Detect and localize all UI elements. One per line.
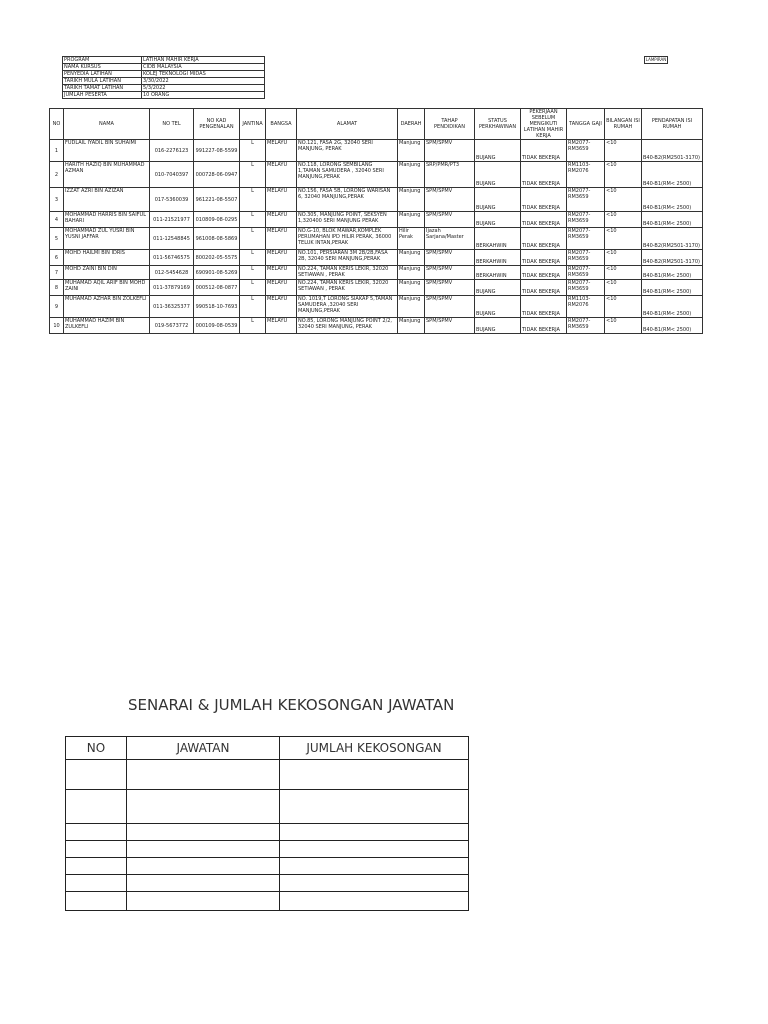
table-cell: SRP/PMR/PT3 [425, 162, 475, 188]
table-cell: L [240, 162, 266, 188]
table-cell: <10 [605, 280, 642, 296]
table-cell: MOHD HAILMI BIN IDRIS [64, 250, 150, 266]
table-cell: 011-21521977 [150, 212, 194, 228]
table-cell: TIDAK BEKERJA [521, 266, 567, 280]
table-cell: IZZAT AZRI BIN AZIZAN [64, 188, 150, 212]
table-cell: SPM/SPMV [425, 212, 475, 228]
info-row [63, 71, 265, 78]
table-cell: B40-B1(RM< 2500) [642, 266, 703, 280]
info-label: TARIKH MULA LATIHAN [63, 78, 142, 85]
table-cell: MELAYU [266, 266, 297, 280]
table-cell: MUHAMAD AQIL ARIF BIN MOHD ZAINI [64, 280, 150, 296]
table-cell: Manjung [398, 212, 425, 228]
info-row [63, 85, 265, 92]
table-cell: SPM/SPMV [425, 266, 475, 280]
table-cell: L [240, 250, 266, 266]
table-cell: NO. 1019,T LORONG SIAKAP 5,TAMAN SAMUDERA ,32040 SERI MANJUNG,PERAK [297, 296, 398, 318]
table-cell: MELAYU [266, 212, 297, 228]
table-row [50, 162, 703, 188]
table-cell: NO.121, FASA 2G, 32040 SERI MANJUNG, PERAK [297, 140, 398, 162]
table-cell: 017-5360039 [150, 188, 194, 212]
vacancy-cell [66, 858, 127, 875]
table-cell: MELAYU [266, 188, 297, 212]
table-cell: 1 [50, 140, 64, 162]
table-cell: NO.156, FASA 5B, LORONG WARISAN 6, 32040 MANJUNG,PERAK [297, 188, 398, 212]
info-value: KOLEJ TEKNOLOGI MIDAS [142, 71, 265, 78]
table-cell: 016-2276123 [150, 140, 194, 162]
table-cell: 5 [50, 228, 64, 250]
table-cell: <10 [605, 140, 642, 162]
info-value: LATIHAN MAHIR KERJA [142, 57, 265, 64]
table-cell: <10 [605, 162, 642, 188]
table-cell: MELAYU [266, 318, 297, 334]
table-cell: TIDAK BEKERJA [521, 280, 567, 296]
table-cell: HARITH HAZIQ BIN MUHAMMAD AZMAN [64, 162, 150, 188]
table-cell: NO.118, LORONG SEMBILANG 1,TAMAN SAMUDERA , 32040 SERI MANJUNG,PERAK [297, 162, 398, 188]
participants-header-row [50, 109, 703, 140]
table-cell: BUJANG [475, 318, 521, 334]
table-cell: 4 [50, 212, 64, 228]
vacancy-cell [280, 875, 469, 892]
table-cell: SPM/SPMV [425, 296, 475, 318]
table-cell: RM2077-RM3659 [567, 280, 605, 296]
table-cell: BUJANG [475, 140, 521, 162]
table-cell: <10 [605, 188, 642, 212]
table-cell: SPM/SPMV [425, 280, 475, 296]
table-row [50, 140, 703, 162]
table-cell: 690901-08-5269 [194, 266, 240, 280]
vacancy-cell [127, 841, 280, 858]
table-cell: B40-B2(RM2501-3170) [642, 140, 703, 162]
info-label: PROGRAM [63, 57, 142, 64]
table-cell: Manjung [398, 188, 425, 212]
table-cell: SPM/SPMV [425, 140, 475, 162]
table-cell: Manjung [398, 280, 425, 296]
table-cell: RM2077-RM3659 [567, 140, 605, 162]
table-cell: B40-B2(RM2501-3170) [642, 228, 703, 250]
table-cell: <10 [605, 212, 642, 228]
table-cell: 6 [50, 250, 64, 266]
vacancy-cell [280, 790, 469, 824]
vacancy-cell [66, 892, 127, 911]
table-cell: RM2077-RM3659 [567, 212, 605, 228]
table-cell: RM2077-RM3659 [567, 318, 605, 334]
table-cell: 012-5454628 [150, 266, 194, 280]
vacancy-cell [280, 858, 469, 875]
table-row [50, 296, 703, 318]
table-cell: BUJANG [475, 296, 521, 318]
table-cell: RM2077-RM3659 [567, 266, 605, 280]
table-cell: SPM/SPMV [425, 250, 475, 266]
column-header: BANGSA [266, 109, 297, 140]
vacancy-cell [127, 824, 280, 841]
table-cell: B40-B1(RM< 2500) [642, 212, 703, 228]
table-cell: L [240, 228, 266, 250]
table-cell: B40-B1(RM< 2500) [642, 280, 703, 296]
table-cell: 9 [50, 296, 64, 318]
table-cell: NO.101, PERSIARAN 3M 2B/2B,FASA 2B, 32040 SERI MANJUNG,PERAK [297, 250, 398, 266]
program-info-table [62, 56, 265, 99]
column-header: NO TEL [150, 109, 194, 140]
table-cell: RM1103-RM2076 [567, 296, 605, 318]
table-cell: NO.85, LORONG MANJUNG POINT 2/2, 32040 SERI MANJUNG, PERAK [297, 318, 398, 334]
table-cell: MOHAMMAD HARRIS BIN SAIFUL BAHARI [64, 212, 150, 228]
vacancy-cell [280, 824, 469, 841]
table-row [50, 266, 703, 280]
column-header: NO KAD PENGENALAN [194, 109, 240, 140]
table-cell: FUDLAIL IYADIL BIN SUHAIMI [64, 140, 150, 162]
table-row [50, 250, 703, 266]
table-cell: 011-12548845 [150, 228, 194, 250]
vacancy-cell [66, 841, 127, 858]
table-cell: B40-B1(RM< 2500) [642, 318, 703, 334]
info-label: TARIKH TAMAT LATIHAN [63, 85, 142, 92]
column-header: JANTINA [240, 109, 266, 140]
column-header: TAHAP PENDIDIKAN [425, 109, 475, 140]
table-cell: 10 [50, 318, 64, 334]
table-cell: MELAYU [266, 162, 297, 188]
table-cell: L [240, 280, 266, 296]
table-cell: B40-B1(RM< 2500) [642, 188, 703, 212]
column-header: NO [50, 109, 64, 140]
table-cell: MELAYU [266, 296, 297, 318]
vacancy-title: SENARAI & JUMLAH KEKOSONGAN JAWATAN [128, 696, 455, 714]
table-cell: <10 [605, 296, 642, 318]
table-cell: TIDAK BEKERJA [521, 318, 567, 334]
vacancy-cell [66, 760, 127, 790]
column-header: PEKERJAAN SEBELUM MENGIKUTI LATIHAN MAHIR KERJA [521, 109, 567, 140]
table-cell: Manjung [398, 266, 425, 280]
table-cell: <10 [605, 250, 642, 266]
table-cell: TIDAK BEKERJA [521, 212, 567, 228]
vacancy-header-row [66, 737, 469, 760]
info-row [63, 78, 265, 85]
table-cell: MUHAMMAD HAZIM BIN ZULKEFLI [64, 318, 150, 334]
table-cell: Manjung [398, 162, 425, 188]
vacancy-row [66, 841, 469, 858]
table-cell: MELAYU [266, 280, 297, 296]
info-label: JUMLAH PESERTA [63, 92, 142, 99]
table-cell: MELAYU [266, 228, 297, 250]
table-cell: Manjung [398, 318, 425, 334]
info-value: 10 ORANG [142, 92, 265, 99]
vacancy-cell [280, 760, 469, 790]
table-cell: <10 [605, 318, 642, 334]
vacancy-cell [66, 875, 127, 892]
table-cell: 961221-08-5507 [194, 188, 240, 212]
vacancy-row [66, 790, 469, 824]
table-cell: L [240, 188, 266, 212]
table-cell: NO.G-10, BLOK MAWAR,KOMPLEK PERUMAHAN IPD HILIR PERAK, 36000 TELUK INTAN,PERAK [297, 228, 398, 250]
table-cell: SPM/SPMV [425, 318, 475, 334]
vacancy-cell [127, 875, 280, 892]
table-row [50, 228, 703, 250]
table-cell: 800202-05-5575 [194, 250, 240, 266]
table-cell: 010809-08-0295 [194, 212, 240, 228]
vacancy-cell [127, 790, 280, 824]
vacancy-row [66, 858, 469, 875]
table-cell: 019-5673772 [150, 318, 194, 334]
vacancy-row [66, 824, 469, 841]
column-header: NAMA [64, 109, 150, 140]
table-cell: 990518-10-7693 [194, 296, 240, 318]
table-cell: 011-56746575 [150, 250, 194, 266]
table-cell: 000512-08-0877 [194, 280, 240, 296]
info-label: NAMA KURSUS [63, 64, 142, 71]
table-cell: 7 [50, 266, 64, 280]
table-cell: RM2077-RM3659 [567, 228, 605, 250]
table-cell: Ijazah Sarjana/Master [425, 228, 475, 250]
table-cell: RM2077-RM3659 [567, 250, 605, 266]
table-row [50, 212, 703, 228]
table-cell: Manjung [398, 250, 425, 266]
table-cell: RM1103-RM2076 [567, 162, 605, 188]
table-cell: MUHAMAD AZHAR BIN ZOLKEFLI [64, 296, 150, 318]
participants-table [49, 108, 703, 334]
table-cell: Hilir Perak [398, 228, 425, 250]
column-header: PENDAPATAN ISI RUMAH [642, 109, 703, 140]
vacancy-table [65, 736, 469, 911]
table-cell: 3 [50, 188, 64, 212]
table-cell: TIDAK BEKERJA [521, 188, 567, 212]
column-header: TANGGA GAJI [567, 109, 605, 140]
vacancy-cell [280, 892, 469, 911]
vacancy-cell [280, 841, 469, 858]
table-cell: TIDAK BEKERJA [521, 228, 567, 250]
table-cell: BUJANG [475, 162, 521, 188]
table-cell: BUJANG [475, 280, 521, 296]
table-cell: L [240, 212, 266, 228]
table-cell: L [240, 140, 266, 162]
table-cell: 010-7040397 [150, 162, 194, 188]
table-cell: NO.224, TAMAN KERIS LEKIR, 32020 SETIAWAN , PERAK [297, 266, 398, 280]
vacancy-row [66, 892, 469, 911]
table-cell: 961008-08-5869 [194, 228, 240, 250]
table-cell: 000109-08-0539 [194, 318, 240, 334]
info-label: PENYEDIA LATIHAN [63, 71, 142, 78]
column-header: BILANGAN ISI RUMAH [605, 109, 642, 140]
table-cell: MOHD ZAINI BIN DIN [64, 266, 150, 280]
table-cell: NO.224, TAMAN KERIS LEKIR, 32020 SETIAWAN , PERAK [297, 280, 398, 296]
column-header: DAERAH [398, 109, 425, 140]
vacancy-cell [127, 892, 280, 911]
column-header: ALAMAT [297, 109, 398, 140]
table-cell: L [240, 318, 266, 334]
table-cell: BERKAHWIN [475, 228, 521, 250]
table-cell: Manjung [398, 296, 425, 318]
table-cell: B40-B1(RM< 2500) [642, 162, 703, 188]
table-cell: TIDAK BEKERJA [521, 296, 567, 318]
table-cell: Manjung [398, 140, 425, 162]
table-cell: 011-36325377 [150, 296, 194, 318]
table-cell: MELAYU [266, 140, 297, 162]
vacancy-row [66, 760, 469, 790]
table-cell: L [240, 296, 266, 318]
vacancy-column-header: JUMLAH KEKOSONGAN [280, 737, 469, 760]
table-cell: TIDAK BEKERJA [521, 250, 567, 266]
info-value: 3/30/2022 [142, 78, 265, 85]
table-cell: 991227-08-5599 [194, 140, 240, 162]
table-cell: BERKAHWIN [475, 250, 521, 266]
vacancy-column-header: JAWATAN [127, 737, 280, 760]
vacancy-cell [127, 760, 280, 790]
table-cell: TIDAK BEKERJA [521, 162, 567, 188]
table-cell: BUJANG [475, 212, 521, 228]
table-cell: NO.305, MANJUNG POINT, SEKSYEN 1,320400 SERI MANJUNG PERAK [297, 212, 398, 228]
info-row [63, 64, 265, 71]
info-row [63, 92, 265, 99]
table-cell: <10 [605, 266, 642, 280]
table-cell: 011-37879169 [150, 280, 194, 296]
column-header: STATUS PERKHAWINAN [475, 109, 521, 140]
vacancy-cell [66, 790, 127, 824]
table-cell: RM2077-RM3659 [567, 188, 605, 212]
table-row [50, 318, 703, 334]
table-cell: MELAYU [266, 250, 297, 266]
info-value: 5/3/2022 [142, 85, 265, 92]
table-cell: BERKAHWIN [475, 266, 521, 280]
table-row [50, 280, 703, 296]
vacancy-cell [127, 858, 280, 875]
table-cell: 2 [50, 162, 64, 188]
table-cell: BUJANG [475, 188, 521, 212]
table-cell: <10 [605, 228, 642, 250]
table-cell: B40-B2(RM2501-3170) [642, 250, 703, 266]
table-cell: 8 [50, 280, 64, 296]
lampiran-tag: LAMPIRAN [645, 57, 667, 62]
vacancy-column-header: NO [66, 737, 127, 760]
table-row [50, 188, 703, 212]
table-cell: SPM/SPMV [425, 188, 475, 212]
table-cell: L [240, 266, 266, 280]
table-cell: TIDAK BEKERJA [521, 140, 567, 162]
table-cell: 000728-06-0947 [194, 162, 240, 188]
table-cell: MOHAMMAD ZUL YUSRI BIN YUSNI JAFFAR [64, 228, 150, 250]
table-cell: B40-B1(RM< 2500) [642, 296, 703, 318]
info-value: CIDB MALAYSIA [142, 64, 265, 71]
info-row [63, 57, 265, 64]
vacancy-row [66, 875, 469, 892]
vacancy-cell [66, 824, 127, 841]
